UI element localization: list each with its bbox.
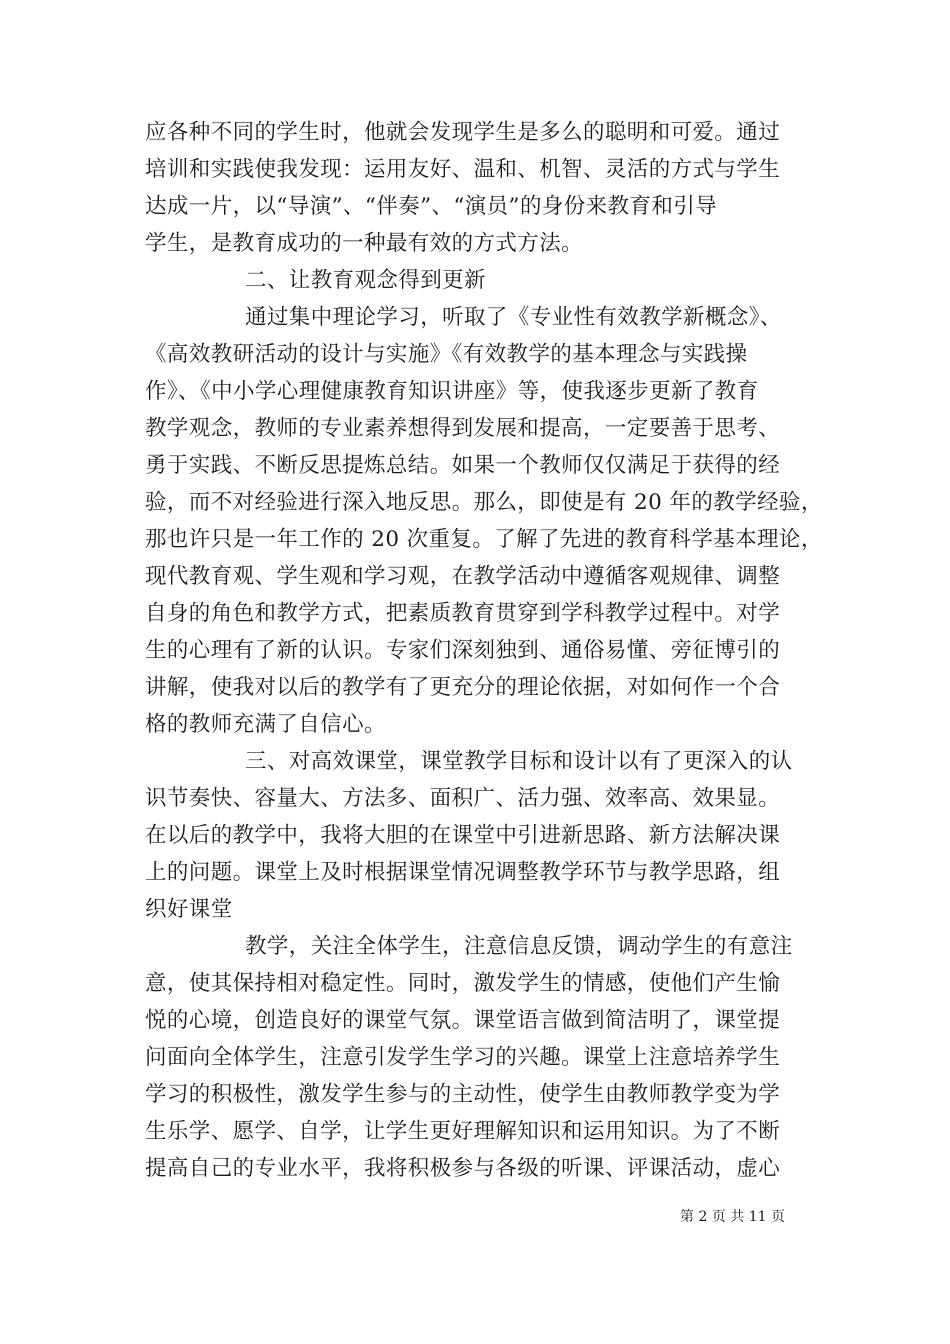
text-line: 培训和实践使我发现：运用友好、温和、机智、灵活的方式与学生 [145, 157, 781, 182]
text-line: 勇于实践、不断反思提炼总结。如果一个教师仅仅满足于获得的经 [145, 453, 781, 478]
text-line: 问面向全体学生，注意引发学生学习的兴趣。课堂上注意培养学生 [145, 1045, 781, 1070]
text-line: 悦的心境，创造良好的课堂气氛。课堂语言做到简洁明了，课堂提 [145, 1008, 781, 1033]
page-number-footer: 第 2 页 共 11 页 [680, 1209, 785, 1225]
text-line: 教学观念，教师的专业素养想得到发展和提高，一定要善于思考、 [145, 416, 781, 441]
text-line: 应各种不同的学生时，他就会发现学生是多么的聪明和可爱。通过 [145, 120, 781, 145]
text-line: 教学，关注全体学生，注意信息反馈，调动学生的有意注 [245, 934, 793, 959]
text-line: 格的教师充满了自信心。 [145, 712, 386, 737]
text-line: 意，使其保持相对稳定性。同时，激发学生的情感，使他们产生愉 [145, 971, 781, 996]
text-line: 讲解，使我对以后的教学有了更充分的理论依据，对如何作一个合 [145, 675, 781, 700]
text-line: 提高自己的专业水平，我将积极参与各级的听课、评课活动，虚心 [145, 1156, 781, 1181]
text-line: 作》、《中小学心理健康教育知识讲座》等，使我逐步更新了教育 [145, 379, 759, 404]
section-heading: 二、让教育观念得到更新 [245, 268, 486, 293]
text-line: 那也许只是一年工作的 20 次重复。了解了先进的教育科学基本理论， [145, 527, 823, 552]
text-line: 通过集中理论学习，听取了《专业性有效教学新概念》、 [245, 305, 782, 330]
text-line: 织好课堂 [145, 897, 233, 922]
text-line: 在以后的教学中，我将大胆的在课堂中引进新思路、新方法解决课 [145, 823, 781, 848]
text-line: 《高效教研活动的设计与实施》《有效教学的基本理念与实践操 [145, 342, 748, 367]
section-heading: 三、对高效课堂，课堂教学目标和设计以有了更深入的认 [245, 749, 793, 774]
text-line: 上的问题。课堂上及时根据课堂情况调整教学环节与教学思路，组 [145, 860, 781, 885]
text-line: 生乐学、愿学、自学，让学生更好理解知识和运用知识。为了不断 [145, 1119, 781, 1144]
text-line: 验，而不对经验进行深入地反思。那么，即使是有 20 年的教学经验， [145, 490, 823, 515]
text-line: 识节奏快、容量大、方法多、面积广、活力强、效率高、效果显。 [145, 786, 781, 811]
text-line: 自身的角色和教学方式，把素质教育贯穿到学科教学过程中。对学 [145, 601, 781, 626]
text-line: 达成一片，以“导演”、“伴奏”、“演员”的身份来教育和引导 [145, 194, 718, 219]
text-line: 生的心理有了新的认识。专家们深刻独到、通俗易懂、旁征博引的 [145, 638, 781, 663]
text-line: 学生，是教育成功的一种最有效的方式方法。 [145, 231, 584, 256]
text-line: 学习的积极性，激发学生参与的主动性，使学生由教师教学变为学 [145, 1082, 781, 1107]
text-line: 现代教育观、学生观和学习观，在教学活动中遵循客观规律、调整 [145, 564, 781, 589]
